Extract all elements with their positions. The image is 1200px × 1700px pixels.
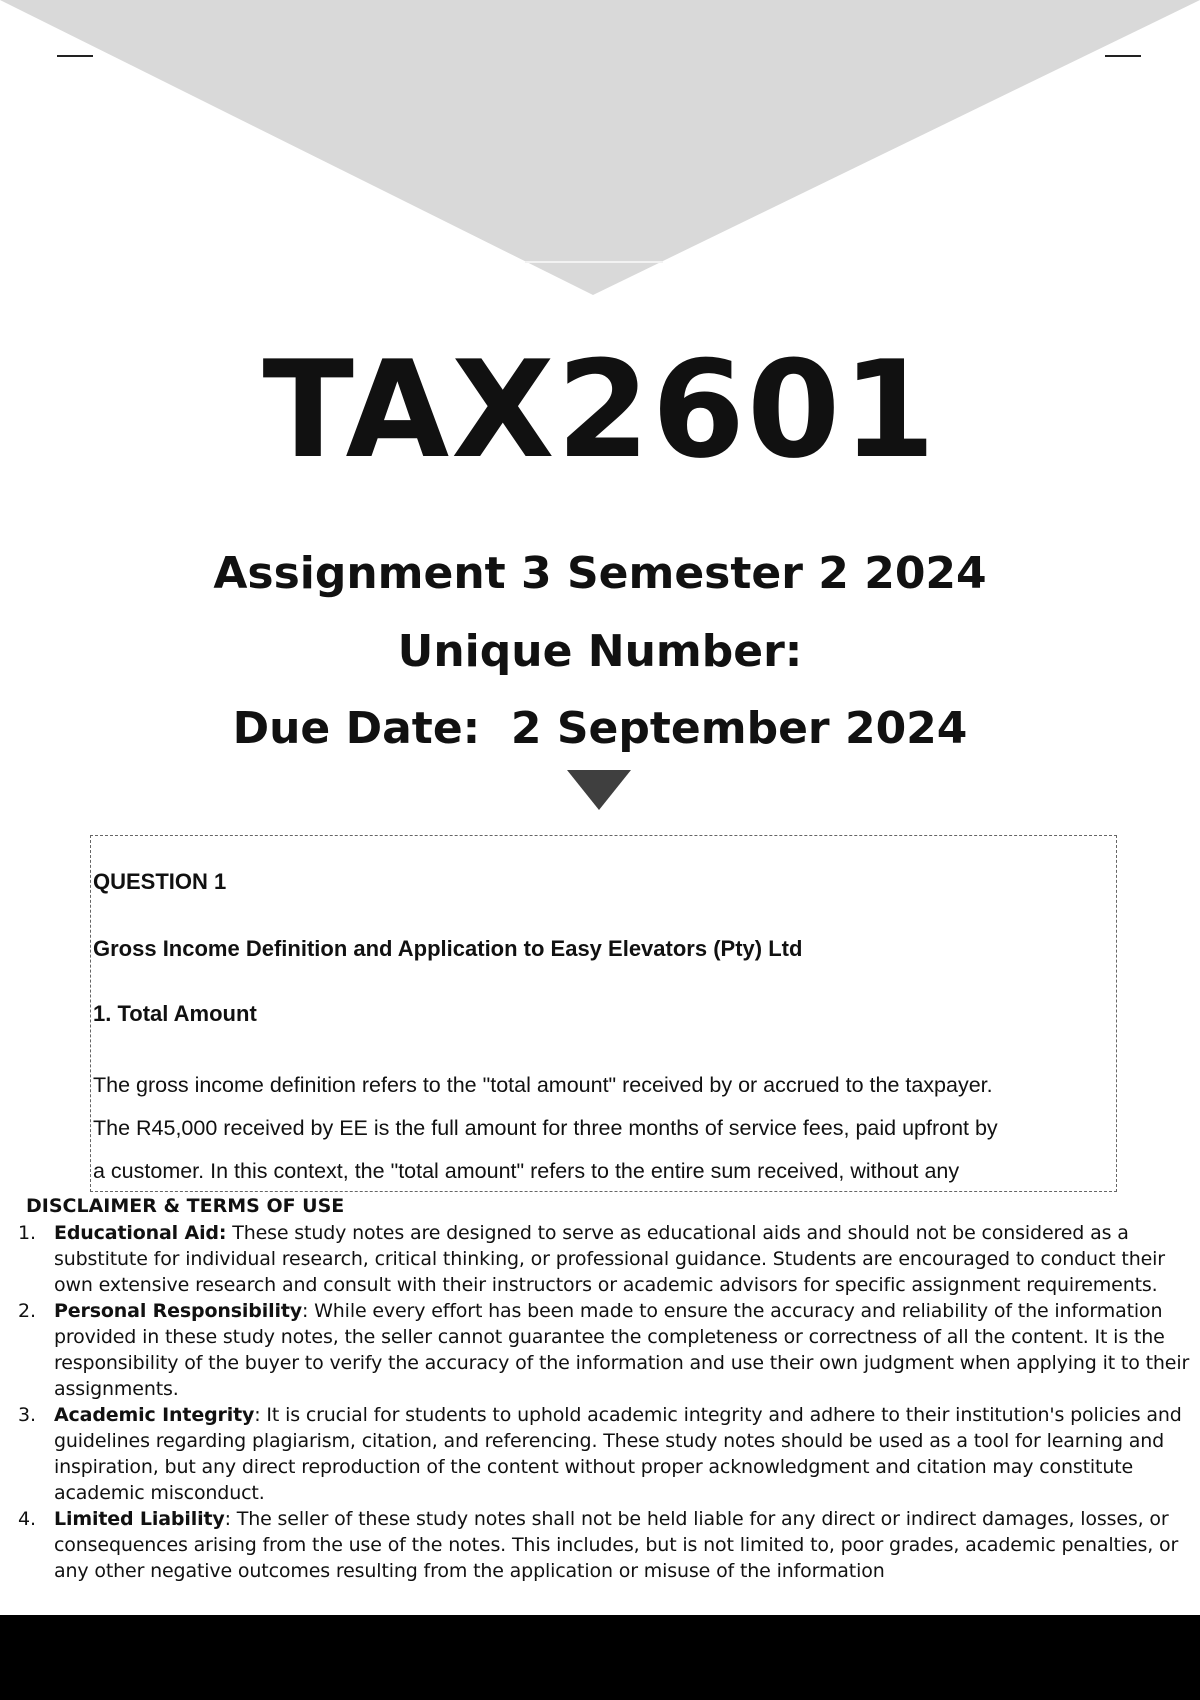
item-number: 2. [18, 1300, 36, 1322]
disclaimer-item [0, 1402, 1200, 1506]
item-number: 3. [18, 1404, 36, 1426]
chevron-shape [0, 0, 1200, 295]
due-date-line: Due Date: 2 September 2024 [232, 703, 968, 754]
disclaimer-item [0, 1298, 1200, 1402]
disclaimer-list [0, 1220, 1200, 1584]
disclaimer-title: DISCLAIMER & TERMS OF USE [26, 1195, 345, 1217]
question-heading: QUESTION 1 [93, 869, 227, 894]
question-title: Gross Income Definition and Application to Easy Elevators (Pty) Ltd [93, 936, 803, 961]
item-text: : It is crucial for students to uphold academic integrity and adhere to their institution's policies and guidelines regarding plagiarism, citation, and referencing. These study notes should be used as a tool for learning and inspiration, but any direct reproduction of the content without proper acknowledgment and citation may constitute academic misconduct. [54, 1404, 1182, 1504]
course-code-title: TAX2601 [262, 332, 938, 488]
chevron-banner [0, 0, 1200, 300]
question-body [93, 1064, 1108, 1192]
right-corner-line [1105, 55, 1141, 57]
item-text: : While every effort has been made to ensure the accuracy and reliability of the information provided in these study notes, the seller cannot guarantee the completeness or correctness of all the content. It is the responsibility of the buyer to verify the accuracy of the information and use their own judgment when applying it to their assignments. [54, 1300, 1190, 1400]
section-heading: 1. Total Amount [93, 1001, 257, 1026]
body-line: The R45,000 received by EE is the full amount for three months of service fees, paid upfront by [93, 1116, 998, 1140]
document-preview-box [90, 835, 1117, 1192]
unique-number-line: Unique Number: [397, 626, 803, 677]
left-corner-line [57, 55, 93, 57]
item-number: 4. [18, 1508, 36, 1530]
body-line: a customer. In this context, the "total amount" refers to the entire sum received, without any [93, 1159, 960, 1183]
item-lead: Limited Liability [54, 1508, 225, 1530]
item-lead: Educational Aid: [54, 1222, 227, 1244]
item-lead: Academic Integrity [54, 1404, 255, 1426]
down-arrow-icon [567, 770, 631, 810]
disclaimer-item [0, 1506, 1200, 1584]
item-text: : The seller of these study notes shall not be held liable for any direct or indirect damages, losses, or consequences arising from the use of the notes. This includes, but is not limited to, poor grades, academic penalties, or any other negative outcomes resulting from the application or misuse of the information [54, 1508, 1179, 1582]
bottom-black-bar [0, 1615, 1200, 1700]
assignment-line: Assignment 3 Semester 2 2024 [213, 548, 987, 599]
item-text: These study notes are designed to serve as educational aids and should not be considered as a substitute for individual research, critical thinking, or professional guidance. Students are encouraged to conduct their own extensive research and consult with their instructors or academic advisors for specific assignment requirements. [54, 1222, 1165, 1296]
item-lead: Personal Responsibility [54, 1300, 303, 1322]
disclaimer-item [0, 1220, 1200, 1298]
item-number: 1. [18, 1222, 36, 1244]
body-line: The gross income definition refers to the "total amount" received by or accrued to the taxpayer. [93, 1073, 993, 1097]
